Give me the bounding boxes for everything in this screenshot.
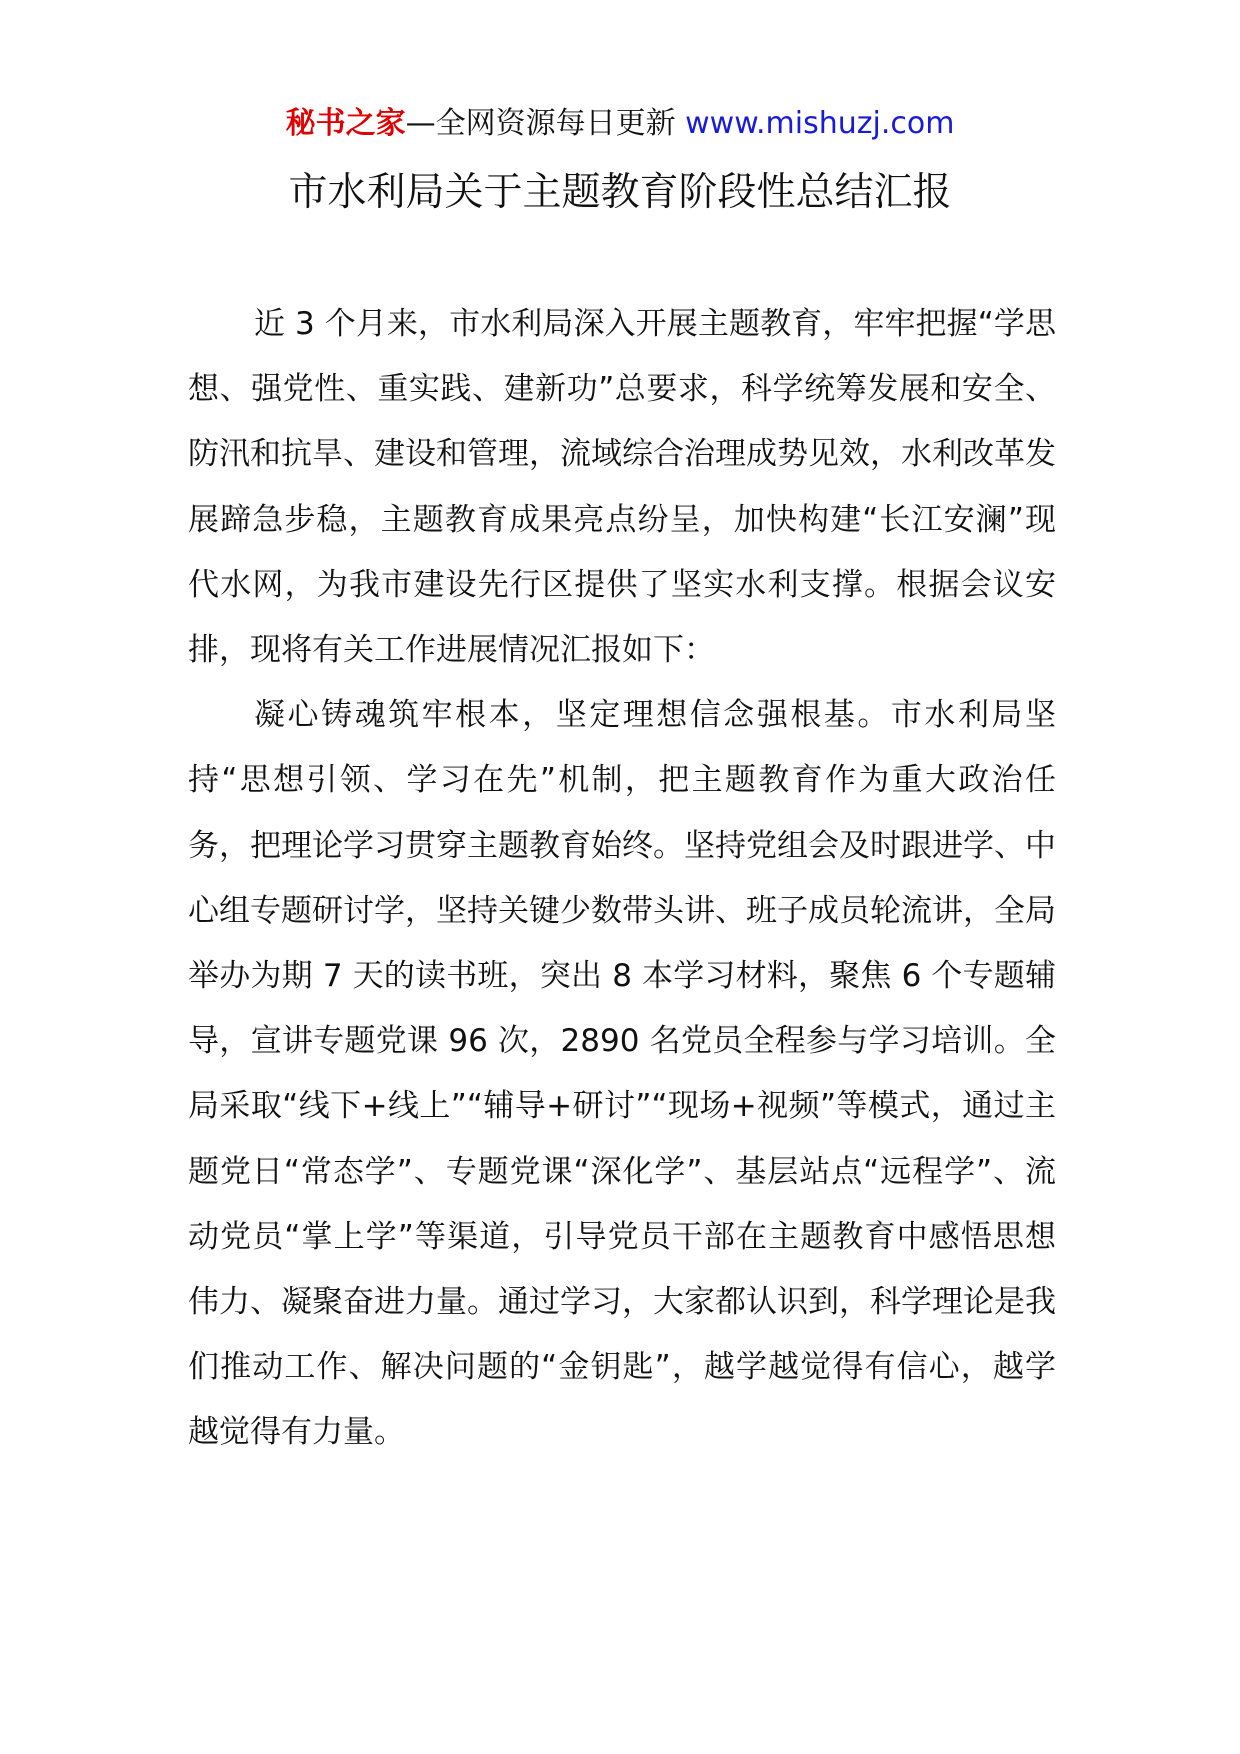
document-body (188, 292, 1056, 1466)
paragraph-section-1: 凝心铸魂筑牢根本，坚定理想信念强根基。市水利局坚持“思想引领、学习在先”机制，把主题教育作为重大政治任务，把理论学习贯穿主题教育始终。坚持党组会及时跟进学、中心组专题研讨学，坚持关键少数带头讲、班子成员轮流讲，全局举办为期 7 天的读书班，突出 8 本学习材料，聚焦 6 个专题辅导，宣讲专题党课 96 次，2890 名党员全程参与学习培训。全局采取“线下+线上”“辅导+研讨”“现场+视频”等模式，通过主题党日“常态学”、专题党课“深化学”、基层站点“远程学”、流动党员“掌上学”等渠道，引导党员干部在主题教育中感悟思想伟力、凝聚奋进力量。通过学习，大家都认识到，科学理论是我们推动工作、解决问题的“金钥匙”，越学越觉得有信心，越学越觉得有力量。 (188, 697, 1056, 1451)
document-title: 市水利局关于主题教育阶段性总结汇报 (288, 170, 952, 215)
header-tagline: —全网资源每日更新 (405, 106, 676, 141)
site-header (0, 102, 1240, 146)
brand-name: 秘书之家 (285, 106, 406, 141)
paragraph-intro: 近 3 个月来，市水利局深入开展主题教育，牢牢把握“学思想、强党性、重实践、建新功”总要求，科学统筹发展和安全、防汛和抗旱、建设和管理，流域综合治理成势见效，水利改革发展蹄急步稳，主题教育成果亮点纷呈，加快构建“长江安澜”现代水网，为我市建设先行区提供了坚实水利支撑。根据会议安排，现将有关工作进展情况汇报如下： (188, 306, 1056, 669)
site-url-link[interactable]: www.mishuzj.com (685, 106, 955, 141)
